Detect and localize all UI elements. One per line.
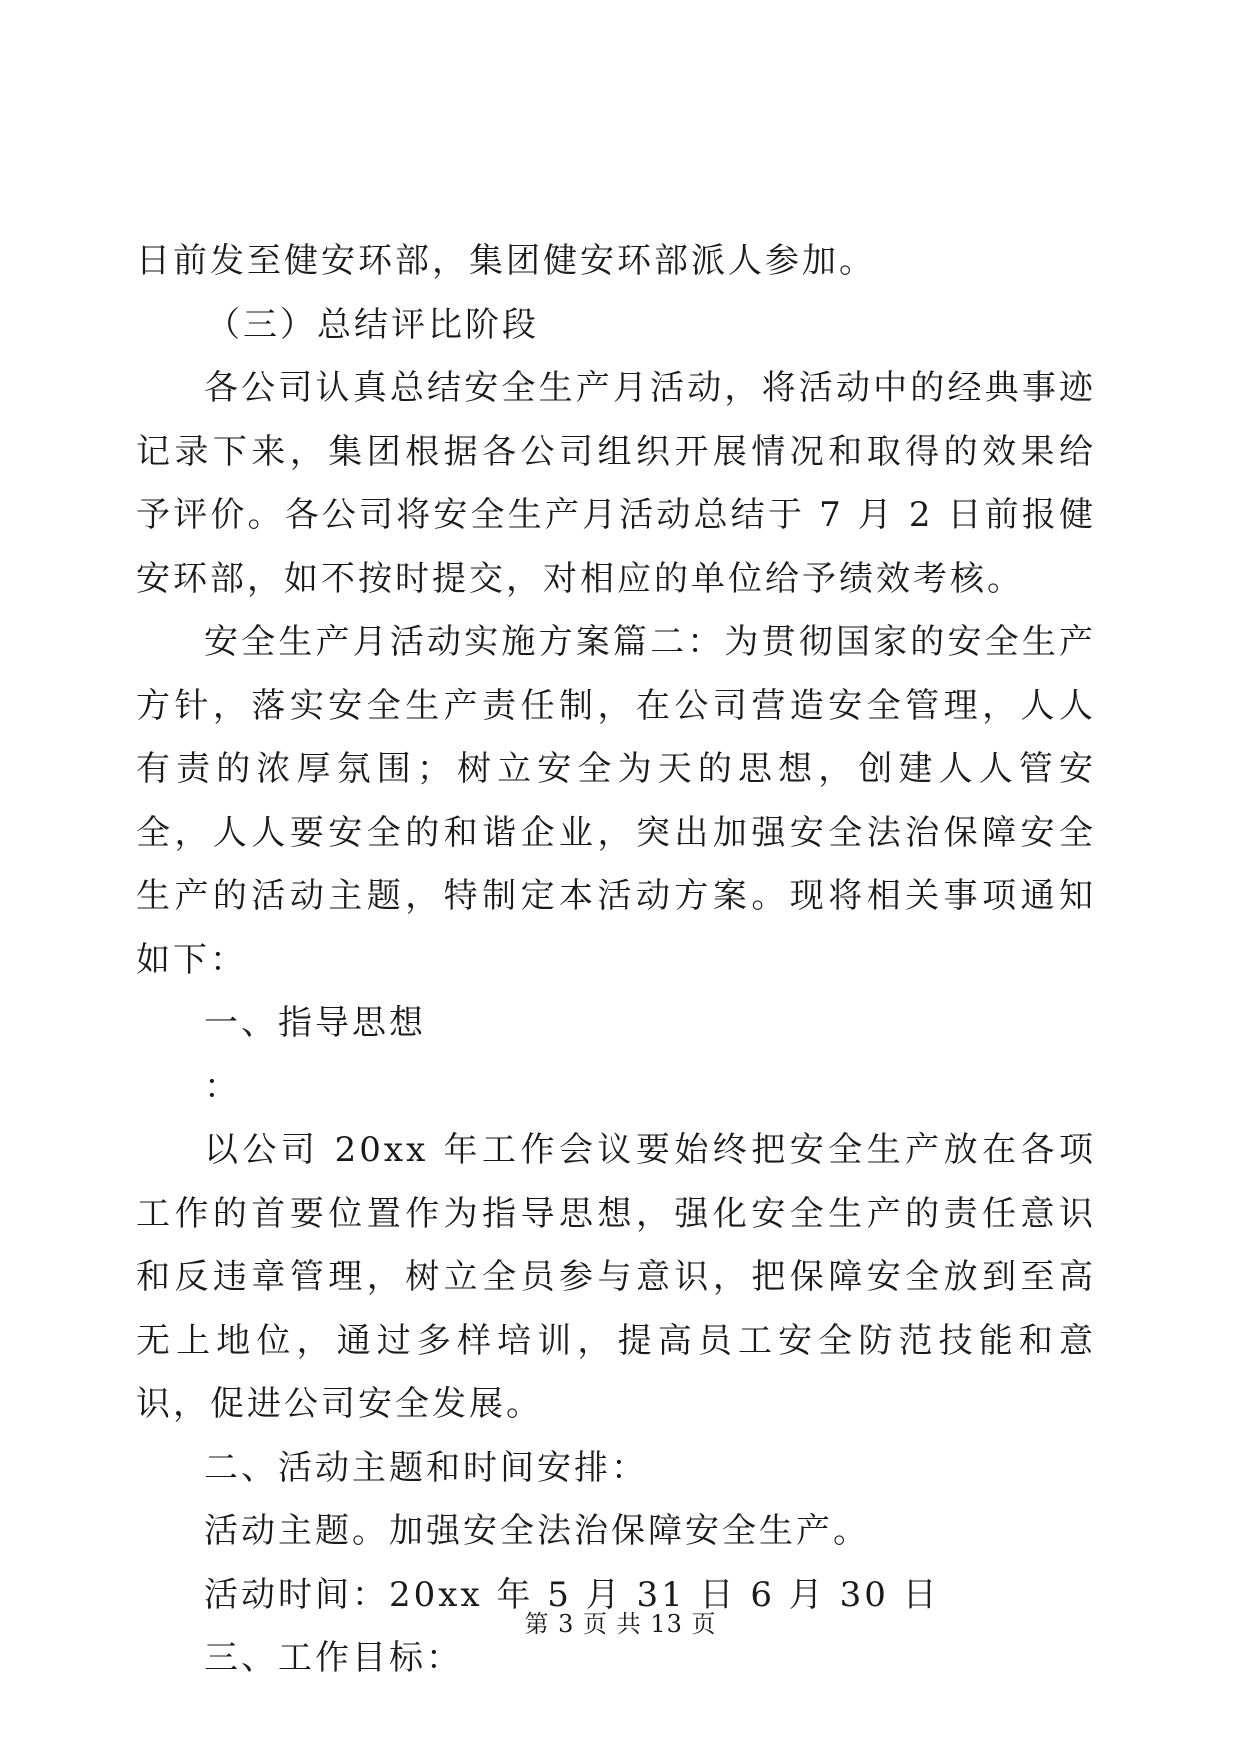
section-heading-theme-schedule: 二、活动主题和时间安排： <box>204 1447 648 1488</box>
section-heading-work-goals: 三、工作目标： <box>204 1638 463 1678</box>
paragraph-activity-time: 活动时间：20xx 年 5 月 31 日 6 月 30 日 <box>204 1574 940 1615</box>
page-footer <box>0 1604 1241 1639</box>
paragraph-plan-intro: 安全生产月活动实施方案篇二：为贯彻国家的安全生产方针，落实安全生产责任制，在公司营造安全管理，人人有责的浓厚氛围；树立安全为天的思想，创建人人管安全，人人要安全的和谐企业，突出加强安全法治保障安全生产的活动主题，特制定本活动方案。现将相关事项通知如下： <box>136 622 1096 980</box>
page-total: 共 13 页 <box>616 1610 717 1638</box>
paragraph-colon: ： <box>204 1066 241 1107</box>
document-body <box>136 230 1096 1691</box>
section-heading-summary-stage: （三）总结评比阶段 <box>206 304 539 345</box>
page-number: 第 3 页 <box>524 1610 609 1638</box>
paragraph-activity-theme: 活动主题。加强安全法治保障安全生产。 <box>204 1511 870 1551</box>
paragraph-guiding-thought: 以公司 20xx 年工作会议要始终把安全生产放在各项工作的首要位置作为指导思想，强化安全生产的责任意识和反违章管理，树立全员参与意识，把保障安全放到至高无上地位，通过多样培训，提高员工安全防范技能和意识，促进公司安全发展。 <box>136 1130 1096 1424</box>
paragraph-continuation: 日前发至健安环部，集团健安环部派人参加。 <box>136 241 876 281</box>
section-heading-guiding-thought: 一、指导思想 <box>204 1003 426 1043</box>
paragraph-summary: 各公司认真总结安全生产月活动，将活动中的经典事迹记录下来，集团根据各公司组织开展情况和取得的效果给予评价。各公司将安全生产月活动总结于 7 月 2 日前报健安环部，如不按时提交，对相应的单位给予绩效考核。 <box>136 368 1096 599</box>
